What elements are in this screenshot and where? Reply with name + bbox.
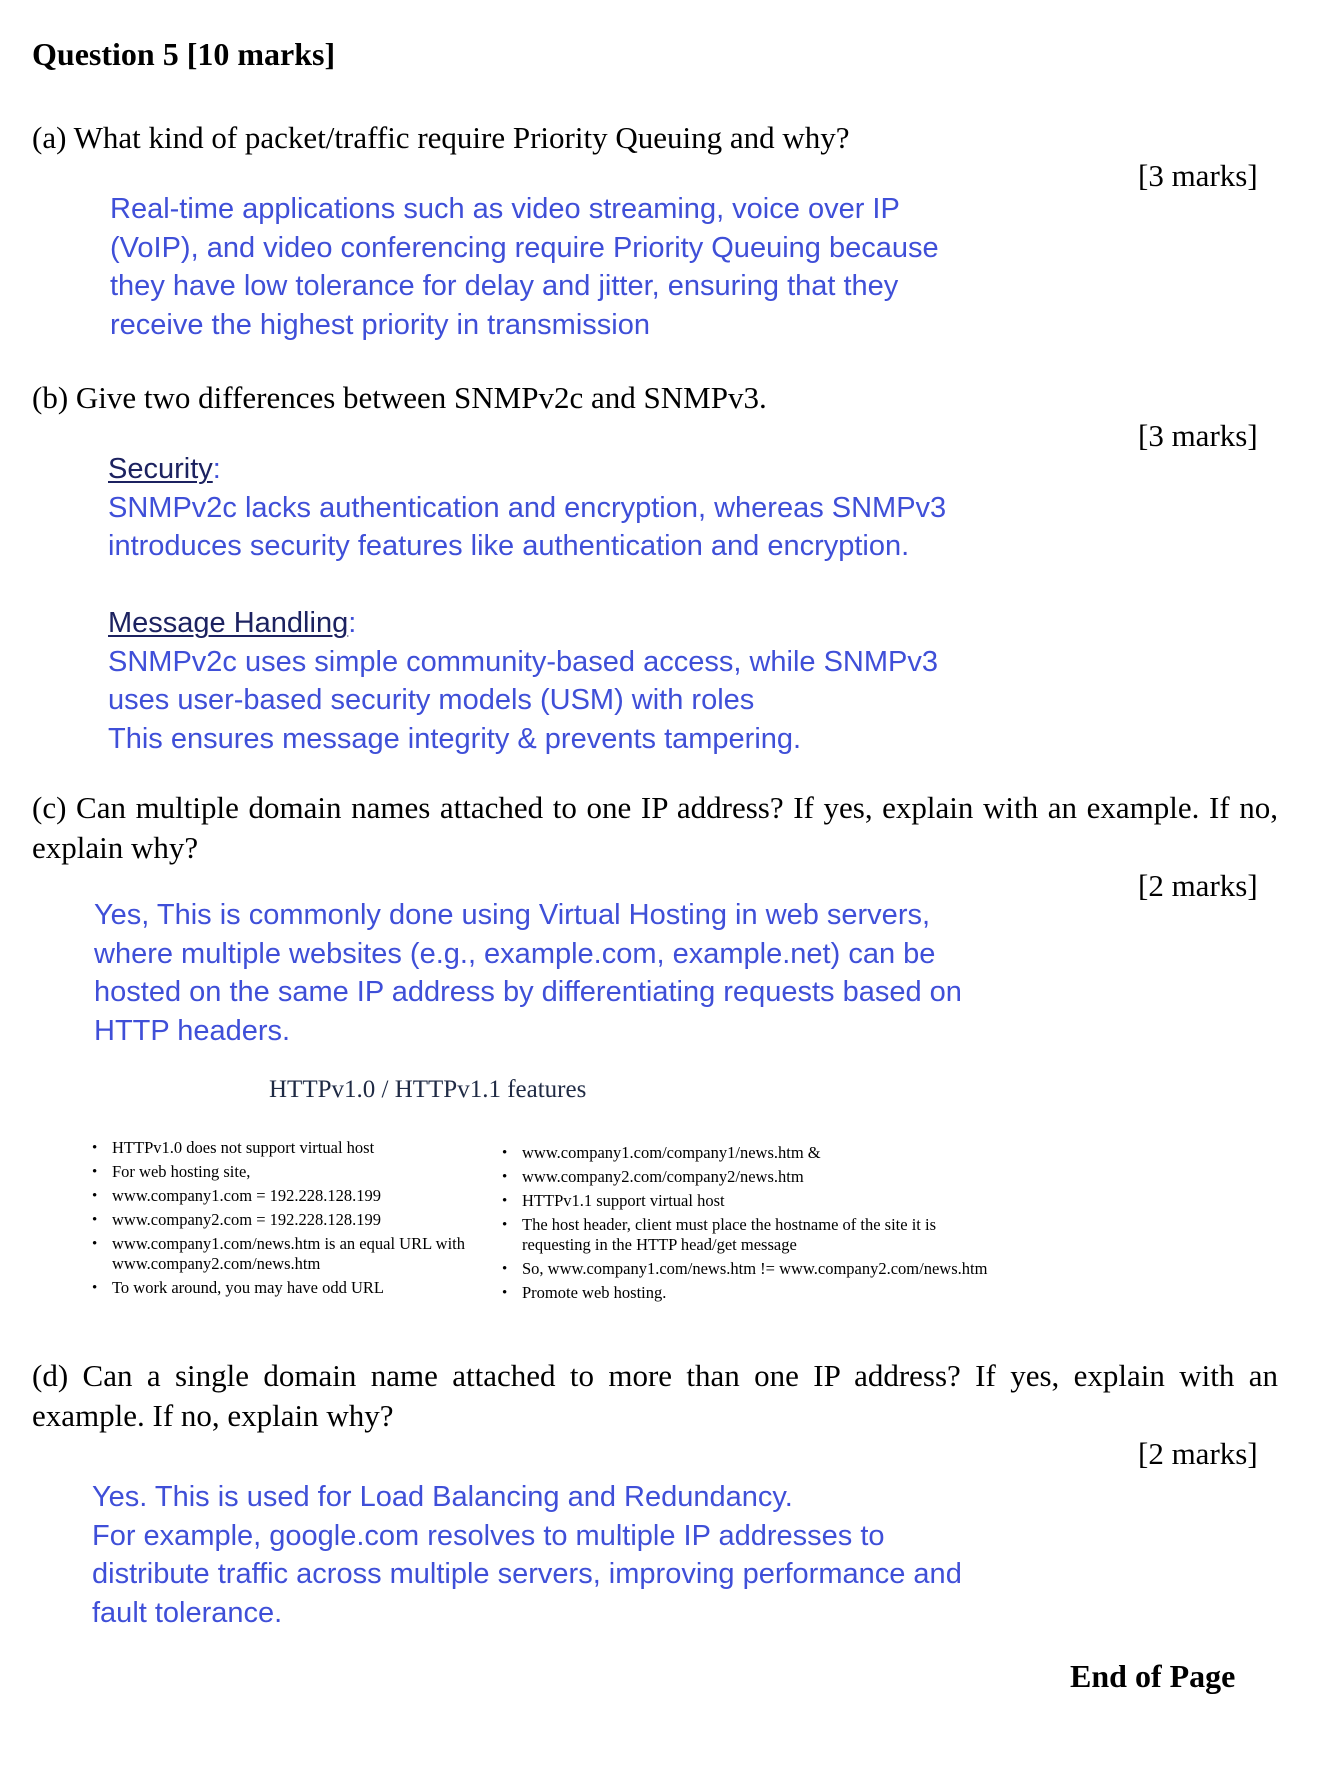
message-handling-line: SNMPv2c uses simple community-based access, while SNMPv3 <box>108 645 938 678</box>
answer-c-line: where multiple websites (e.g., example.com, example.net) can be <box>94 937 936 970</box>
answer-d-line: distribute traffic across multiple servers, improving performance and <box>92 1558 962 1590</box>
answer-d-line: Yes. This is used for Load Balancing and Redundancy. <box>92 1481 793 1513</box>
answer-d-line: For example, google.com resolves to multiple IP addresses to <box>92 1519 885 1552</box>
question-a-marks: [3 marks] <box>1138 158 1258 193</box>
question-title: Question 5 [10 marks] <box>32 36 336 72</box>
question-c-marks: [2 marks] <box>1138 868 1258 903</box>
slide-bullet: • www.company2.com = 192.228.128.199 <box>92 1210 492 1230</box>
slide-title: HTTPv1.0 / HTTPv1.1 features <box>269 1076 587 1103</box>
security-heading: Security <box>108 453 213 485</box>
security-line: introduces security features like authentication and encryption. <box>108 530 910 562</box>
answer-c <box>94 896 962 1050</box>
answer-b-security <box>108 450 946 566</box>
question-b-text: (b) Give two differences between SNMPv2c and SNMPv3. <box>32 380 767 415</box>
slide-bullet: • The host header, client must place the hostname of the site it is requesting in the HTTP head/get message <box>502 1215 962 1255</box>
question-b-marks: [3 marks] <box>1138 418 1258 453</box>
answer-d-line: fault tolerance. <box>92 1596 283 1629</box>
slide-bullet: • www.company1.com = 192.228.128.199 <box>92 1186 492 1206</box>
answer-a-line: Real-time applications such as video streaming, voice over IP <box>110 193 900 225</box>
security-heading-row <box>108 450 946 489</box>
message-handling-line: This ensures message integrity & prevents tampering. <box>108 722 802 755</box>
answer-d <box>92 1478 962 1632</box>
end-of-page-label: End of Page <box>1070 1658 1236 1694</box>
question-a-text: (a) What kind of packet/traffic require Priority Queuing and why? <box>32 120 850 155</box>
slide-bullet: • For web hosting site, <box>92 1162 492 1182</box>
answer-c-line: Yes, This is commonly done using Virtual Hosting in web servers, <box>94 899 931 931</box>
answer-c-line: hosted on the same IP address by differentiating requests based on <box>94 976 962 1008</box>
answer-b-message-handling <box>108 604 938 758</box>
slide-bullet: • Promote web hosting. <box>502 1283 1022 1303</box>
slide-bullet: • HTTPv1.0 does not support virtual host <box>92 1138 492 1158</box>
answer-a-line: they have low tolerance for delay and jitter, ensuring that they <box>110 270 899 302</box>
answer-a-line: receive the highest priority in transmission <box>110 308 650 341</box>
answer-a <box>110 190 939 344</box>
question-d-marks: [2 marks] <box>1138 1436 1258 1471</box>
security-line: SNMPv2c lacks authentication and encryption, whereas SNMPv3 <box>108 491 947 524</box>
security-colon: : <box>212 453 221 485</box>
slide-bullet: • HTTPv1.1 support virtual host <box>502 1191 1022 1211</box>
message-handling-heading: Message Handling <box>108 607 349 639</box>
message-handling-line: uses user-based security models (USM) with roles <box>108 684 755 716</box>
slide-bullet: • www.company2.com/company2/news.htm <box>502 1167 1022 1187</box>
slide-right-bullets <box>502 1143 1022 1307</box>
slide-bullet: • www.company1.com/company1/news.htm & <box>502 1143 1022 1163</box>
slide-bullet: • To work around, you may have odd URL <box>92 1278 492 1298</box>
answer-c-line: HTTP headers. <box>94 1014 291 1047</box>
question-c-text: (c) Can multiple domain names attached to one IP address? If yes, explain with an example. If no, explain why? <box>32 790 1278 865</box>
slide-bullet: • So, www.company1.com/news.htm != www.company2.com/news.htm <box>502 1259 1022 1279</box>
answer-a-line: (VoIP), and video conferencing require Priority Queuing because <box>110 231 939 264</box>
question-d-text: (d) Can a single domain name attached to more than one IP address? If yes, explain with an example. If no, explain why? <box>32 1358 1278 1433</box>
slide-left-bullets <box>92 1138 492 1302</box>
message-handling-colon: : <box>348 607 357 639</box>
message-handling-heading-row <box>108 604 938 643</box>
slide-bullet: • www.company1.com/news.htm is an equal URL with www.company2.com/news.htm <box>92 1234 492 1274</box>
